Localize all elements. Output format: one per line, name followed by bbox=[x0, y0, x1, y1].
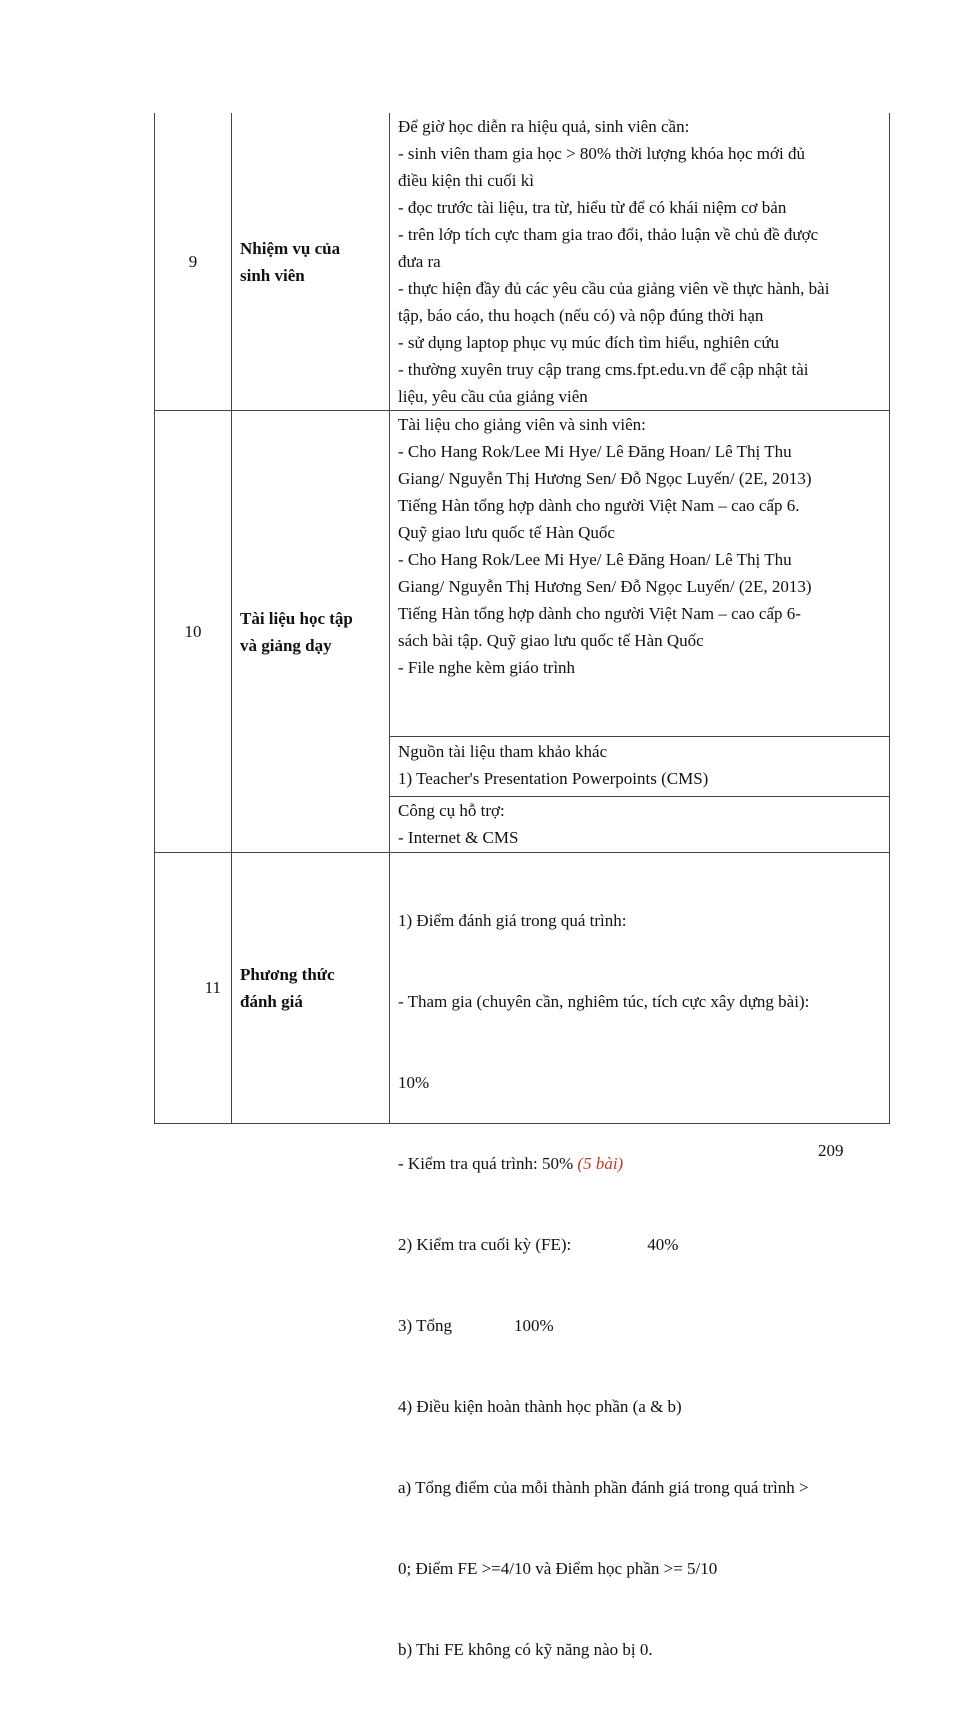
content-line: - File nghe kèm giáo trình bbox=[398, 658, 576, 677]
content-line: sách bài tập. Quỹ giao lưu quốc tế Hàn Quốc bbox=[398, 631, 704, 650]
row-10-label bbox=[231, 410, 389, 852]
content-line: b) Thi FE không có kỹ năng nào bị 0. bbox=[398, 1640, 653, 1659]
content-line: Tiếng Hàn tổng hợp dành cho người Việt Nam – cao cấp 6- bbox=[398, 604, 801, 623]
row-10-number bbox=[155, 410, 231, 852]
content-line: - Tham gia (chuyên cần, nghiêm túc, tích cực xây dựng bài): bbox=[398, 992, 810, 1011]
content-line: - đọc trước tài liệu, tra từ, hiểu từ để có khái niệm cơ bản bbox=[398, 198, 787, 217]
row-number: 10 bbox=[184, 621, 202, 641]
content-line bbox=[398, 1150, 883, 1177]
row-10-references bbox=[389, 736, 889, 796]
content-line: - Cho Hang Rok/Lee Mi Hye/ Lê Đăng Hoan/ Lê Thị Thu bbox=[398, 442, 792, 461]
row-9-content bbox=[389, 113, 889, 410]
content-line: - sử dụng laptop phục vụ múc đích tìm hiểu, nghiên cứu bbox=[398, 333, 780, 352]
content-line: Tiếng Hàn tổng hợp dành cho người Việt Nam – cao cấp 6. bbox=[398, 496, 800, 515]
row-10-tools bbox=[389, 796, 889, 852]
page-number: 209 bbox=[818, 1141, 844, 1160]
content-line: a) Tổng điểm của mỗi thành phần đánh giá trong quá trình > bbox=[398, 1478, 809, 1497]
content-line: 1) Teacher's Presentation Powerpoints (CMS) bbox=[398, 769, 709, 788]
content-line: - sinh viên tham gia học > 80% thời lượng khóa học mới đủ bbox=[398, 144, 805, 163]
content-line: - Cho Hang Rok/Lee Mi Hye/ Lê Đăng Hoan/ Lê Thị Thu bbox=[398, 550, 792, 569]
content-line: 10% bbox=[398, 1073, 430, 1092]
content-line: Quỹ giao lưu quốc tế Hàn Quốc bbox=[398, 523, 615, 542]
content-line: - thường xuyên truy cập trang cms.fpt.edu.vn để cập nhật tài bbox=[398, 360, 809, 379]
content-line: Công cụ hỗ trợ: bbox=[398, 801, 505, 820]
content-text: 3) Tổng bbox=[398, 1316, 452, 1335]
content-line: Giang/ Nguyễn Thị Hương Sen/ Đỗ Ngọc Luyến/ (2E, 2013) bbox=[398, 469, 812, 488]
label-line: Tài liệu học tập bbox=[240, 608, 353, 628]
row-10-main-content bbox=[389, 410, 889, 736]
content-line: Tài liệu cho giảng viên và sinh viên: bbox=[398, 415, 646, 434]
content-line: 4) Điều kiện hoàn thành học phần (a & b) bbox=[398, 1397, 682, 1416]
content-line: đưa ra bbox=[398, 252, 441, 271]
row-11-number bbox=[155, 852, 231, 1123]
content-line: tập, báo cáo, thu hoạch (nếu có) và nộp đúng thời hạn bbox=[398, 306, 764, 325]
content-line: điều kiện thi cuối kì bbox=[398, 171, 534, 190]
content-line: - trên lớp tích cực tham gia trao đổi, thảo luận về chủ đề được bbox=[398, 225, 819, 244]
percent-value: 100% bbox=[514, 1316, 554, 1335]
label-line: sinh viên bbox=[240, 265, 305, 285]
content-line: Nguồn tài liệu tham khảo khác bbox=[398, 742, 608, 761]
content-line: 0; Điểm FE >=4/10 và Điểm học phần >= 5/10 bbox=[398, 1559, 718, 1578]
content-line: 1) Điểm đánh giá trong quá trình: bbox=[398, 911, 627, 930]
label-line: Phương thức bbox=[240, 965, 335, 984]
content-line: Giang/ Nguyễn Thị Hương Sen/ Đỗ Ngọc Luyến/ (2E, 2013) bbox=[398, 577, 812, 596]
content-text: - Kiểm tra quá trình: 50% bbox=[398, 1154, 578, 1173]
content-line: - Internet & CMS bbox=[398, 828, 519, 847]
row-11-label bbox=[231, 852, 389, 1123]
label-line: và giảng dạy bbox=[240, 635, 332, 655]
content-line bbox=[398, 1231, 883, 1258]
highlight-text: (5 bài) bbox=[577, 1154, 624, 1173]
content-line: Để giờ học diễn ra hiệu quả, sinh viên cần: bbox=[398, 117, 690, 136]
content-line bbox=[398, 1312, 883, 1339]
row-9-number bbox=[155, 113, 231, 410]
label-line: Nhiệm vụ của bbox=[240, 238, 341, 258]
percent-value: 40% bbox=[647, 1235, 679, 1254]
content-line: - thực hiện đầy đủ các yêu cầu của giảng viên về thực hành, bài bbox=[398, 279, 830, 298]
content-line: liệu, yêu cầu của giảng viên bbox=[398, 387, 588, 406]
row-number: 9 bbox=[188, 251, 198, 271]
row-number: 11 bbox=[204, 978, 221, 997]
row-9-label bbox=[231, 113, 389, 410]
label-line: đánh giá bbox=[240, 992, 303, 1011]
content-text: 2) Kiểm tra cuối kỳ (FE): bbox=[398, 1235, 572, 1254]
